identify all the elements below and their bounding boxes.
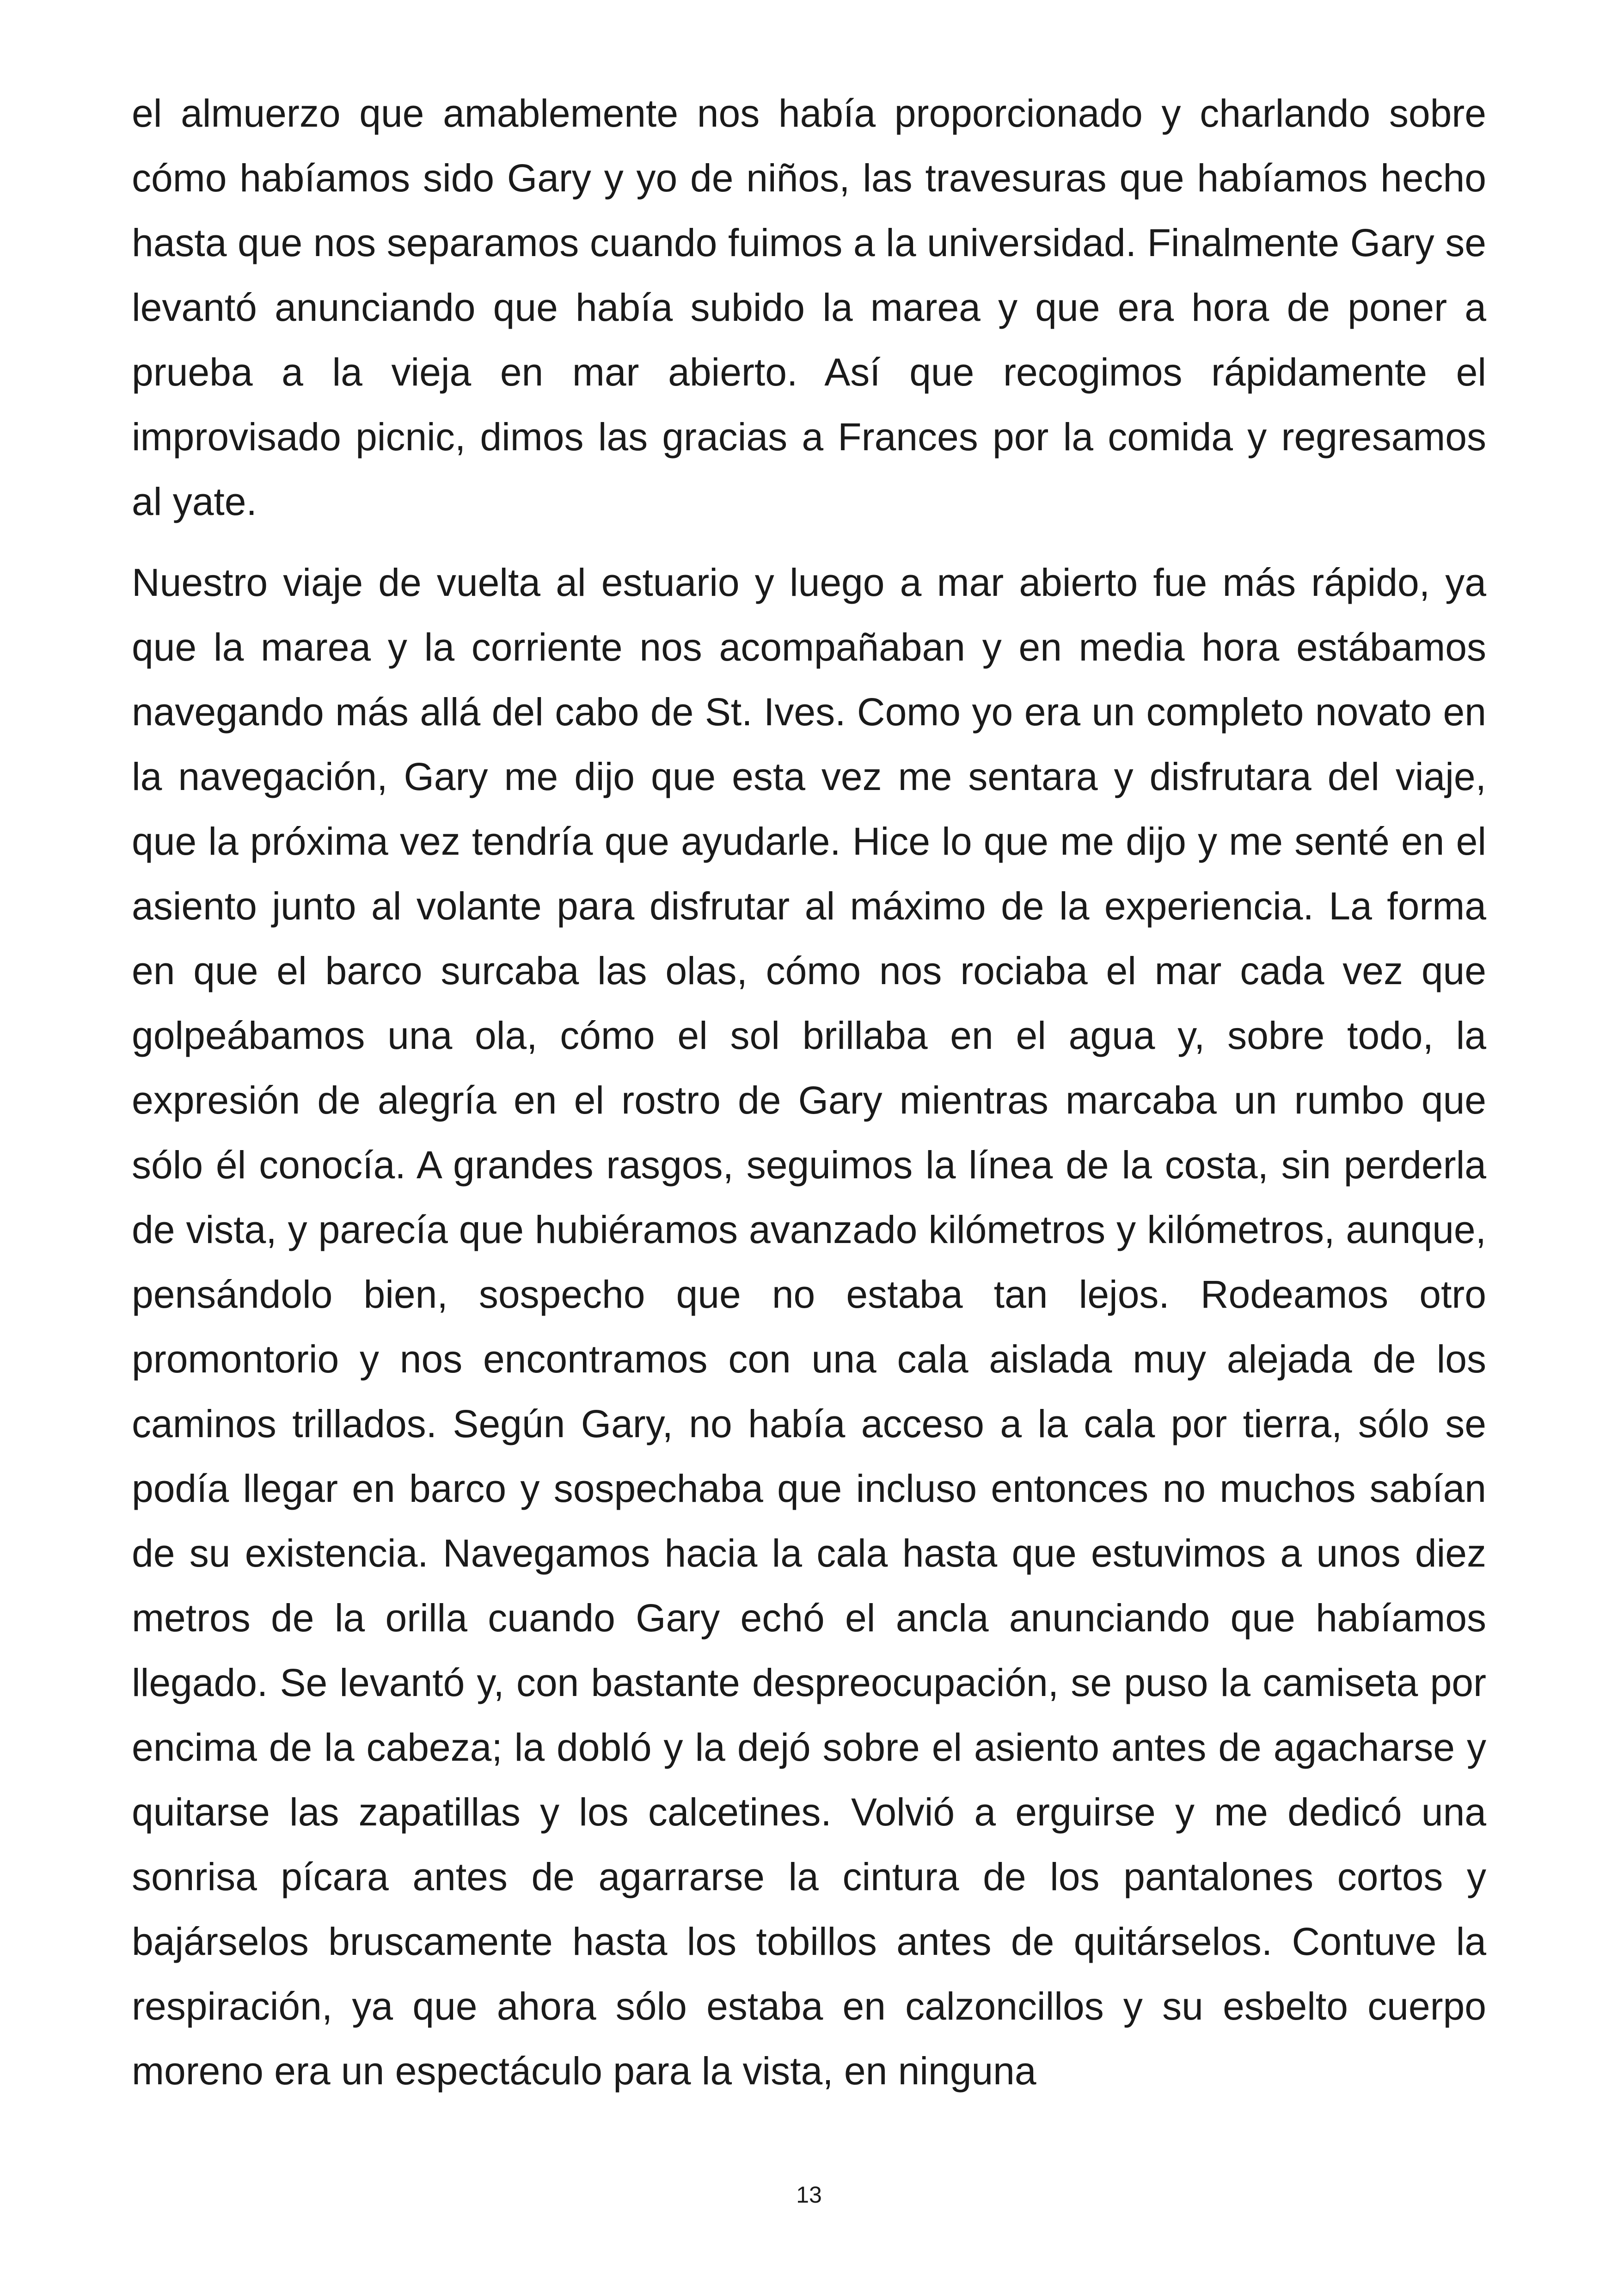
paragraph-1: el almuerzo que amablemente nos había proporcionado y charlando sobre cómo habíamos sido Gary y yo de niños, las travesuras que habíamos hecho hasta que nos separamos cuando fuimos a la universidad. Finalmente Gary se levantó anunciando que había subido la marea y que era hora de poner a prueba a la vieja en mar abierto. Así que recogimos rápidamente el improvisado picnic, dimos las gracias a Frances por la comida y regresamos al yate. [132,92,1486,523]
page-number: 13 [796,2182,822,2208]
body-text [132,81,1486,2103]
paragraph-2: Nuestro viaje de vuelta al estuario y luego a mar abierto fue más rápido, ya que la marea y la corriente nos acompañaban y en media hora estábamos navegando más allá del cabo de St. Ives. Como yo era un completo novato en la navegación, Gary me dijo que esta vez me sentara y disfrutara del viaje, que la próxima vez tendría que ayudarle. Hice lo que me dijo y me senté en el asiento junto al volante para disfrutar al máximo de la experiencia. La forma en que el barco surcaba las olas, cómo nos rociaba el mar cada vez que golpeábamos una ola, cómo el sol brillaba en el agua y, sobre todo, la expresión de alegría en el rostro de Gary mientras marcaba un rumbo que sólo él conocía. A grandes rasgos, seguimos la línea de la costa, sin perderla de vista, y parecía que hubiéramos avanzado kilómetros y kilómetros, aunque, pensándolo bien, sospecho que no estaba tan lejos. Rodeamos otro promontorio y nos encontramos con una cala aislada muy alejada de los caminos trillados. Según Gary, no había acceso a la cala por tierra, sólo se podía llegar en barco y sospechaba que incluso entonces no muchos sabían de su existencia. Navegamos hacia la cala hasta que estuvimos a unos diez metros de la orilla cuando Gary echó el ancla anunciando que habíamos llegado. Se levantó y, con bastante despreocupación, se puso la camiseta por encima de la cabeza; la dobló y la dejó sobre el asiento antes de agacharse y quitarse las zapatillas y los calcetines. Volvió a erguirse y me dedicó una sonrisa pícara antes de agarrarse la cintura de los pantalones cortos y bajárselos bruscamente hasta los tobillos antes de quitárselos. Contuve la respiración, ya que ahora sólo estaba en calzoncillos y su esbelto cuerpo moreno era un espectáculo para la vista, en ninguna [132,561,1486,2093]
